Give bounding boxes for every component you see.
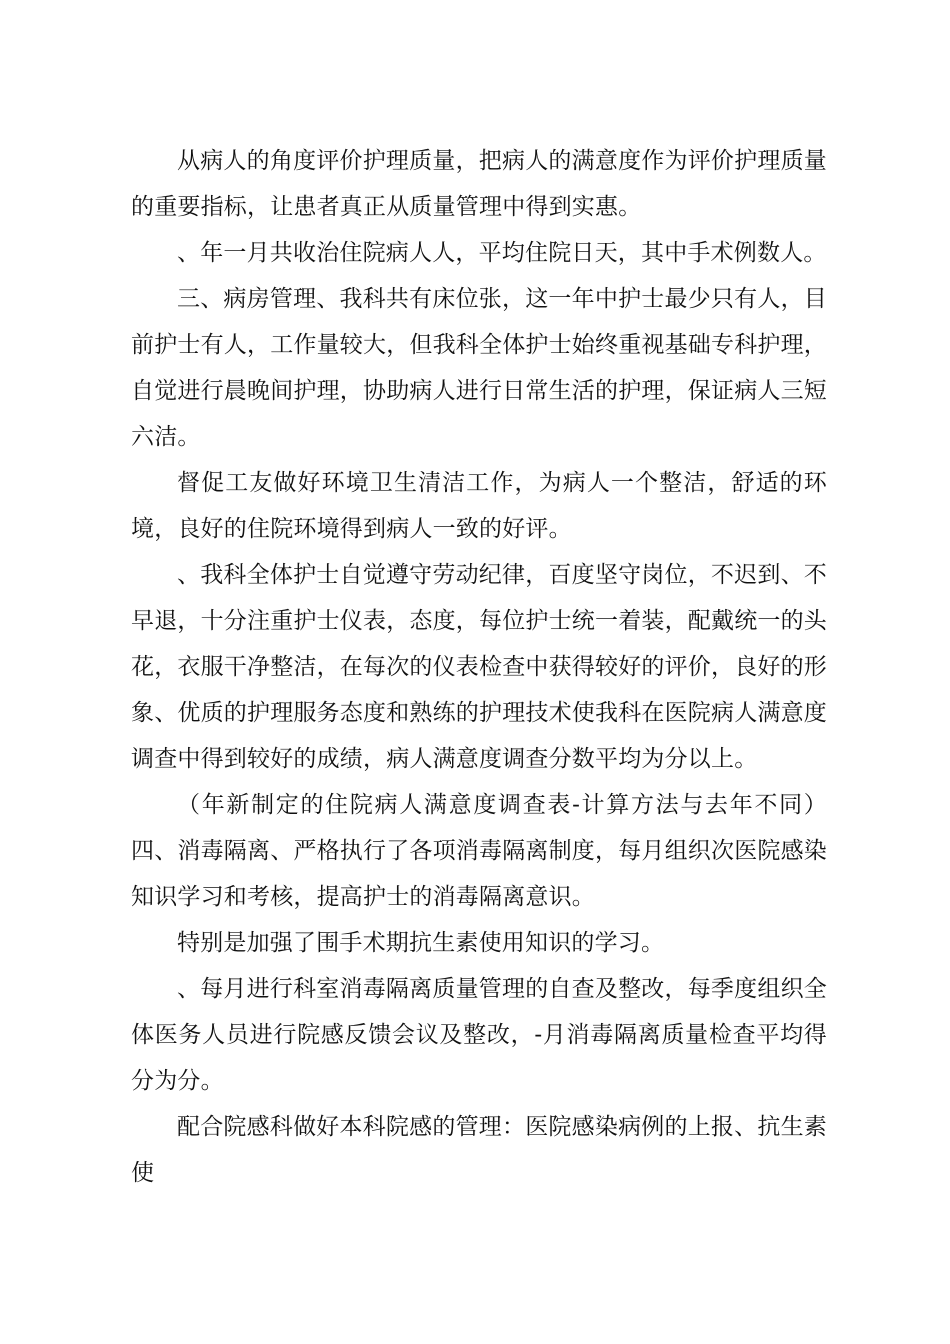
- paragraph-5: 、我科全体护士自觉遵守劳动纪律，百度坚守岗位，不迟到、不早退，十分注重护士仪表，态度，每位护士统一着装，配戴统一的头花，衣服干净整洁，在每次的仪表检查中获得较好的评价，良好的形象、优质的护理服务态度和熟练的护理技术使我科在医院病人满意度调查中得到较好的成绩，病人满意度调查分数平均为分以上。: [131, 562, 827, 772]
- paragraph-3: 三、病房管理、我科共有床位张，这一年中护士最少只有人，目前护士有人，工作量较大，但我科全体护士始终重视基础专科护理，自觉进行晨晚间护理，协助病人进行日常生活的护理，保证病人三短六洁。: [131, 286, 827, 450]
- paragraph-1: 从病人的角度评价护理质量，把病人的满意度作为评价护理质量的重要指标，让患者真正从质量管理中得到实惠。: [131, 148, 827, 220]
- paragraph-4: 督促工友做好环境卫生清洁工作，为病人一个整洁，舒适的环境，良好的住院环境得到病人一致的好评。: [131, 470, 827, 542]
- paragraph-9: 配合院感科做好本科院感的管理：医院感染病例的上报、抗生素使: [131, 1114, 827, 1186]
- paragraph-8: 、每月进行科室消毒隔离质量管理的自查及整改，每季度组织全体医务人员进行院感反馈会议及整改，-月消毒隔离质量检查平均得分为分。: [131, 976, 827, 1094]
- paragraph-6: （年新制定的住院病人满意度调查表-计算方法与去年不同）四、消毒隔离、严格执行了各项消毒隔离制度，每月组织次医院感染知识学习和考核，提高护士的消毒隔离意识。: [131, 792, 827, 910]
- paragraph-7: 特别是加强了围手术期抗生素使用知识的学习。: [177, 930, 665, 956]
- paragraph-2: 、年一月共收治住院病人人，平均住院日天，其中手术例数人。: [177, 240, 827, 266]
- document-body: [131, 138, 827, 1196]
